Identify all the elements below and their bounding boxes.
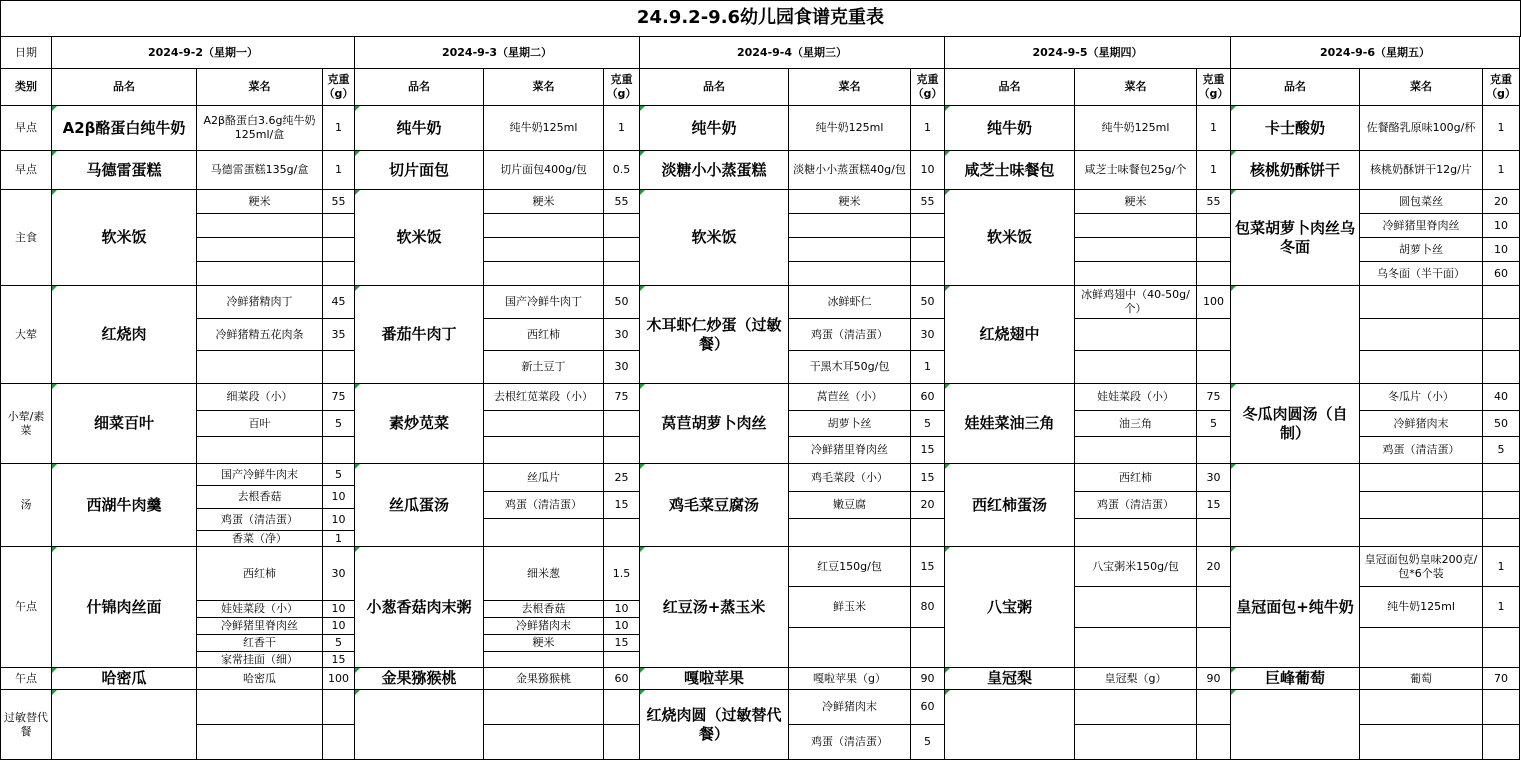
weight-cell: 10 <box>323 509 355 531</box>
weight-cell <box>1197 690 1231 725</box>
ingredient-cell <box>197 725 323 760</box>
ingredient-cell: 冷鲜猪肉末 <box>789 690 911 725</box>
weight-cell: 75 <box>323 384 355 411</box>
weight-cell <box>911 214 945 238</box>
weight-cell <box>1483 628 1520 668</box>
weight-cell: 1 <box>323 106 355 151</box>
weight-cell: 1 <box>323 531 355 547</box>
ingredient-cell: 切片面包400g/包 <box>484 151 604 190</box>
ingredient-cell: 粳米 <box>484 635 604 652</box>
day-date: 2024-9-4（星期三） <box>640 37 945 69</box>
weight-cell: 50 <box>911 286 945 319</box>
date-label: 日期 <box>0 37 52 69</box>
ingredient-cell: 去根香菇 <box>197 486 323 509</box>
dish-name <box>1231 286 1360 384</box>
ingredient-cell: 嫩豆腐 <box>789 492 911 519</box>
category-cell: 汤 <box>0 464 52 547</box>
ingredient-cell <box>789 262 911 286</box>
dish-name: 哈密瓜 <box>52 668 197 690</box>
ingredient-cell <box>1360 628 1483 668</box>
dish-name: 红豆汤+蒸玉米 <box>640 547 789 668</box>
weight-cell: 20 <box>1197 547 1231 587</box>
weight-cell: 45 <box>323 286 355 319</box>
category-cell: 午点 <box>0 668 52 690</box>
ingredient-cell <box>197 690 323 725</box>
dish-name: 软米饭 <box>640 190 789 286</box>
weight-cell: 5 <box>323 635 355 652</box>
weight-cell <box>323 238 355 262</box>
ingredient-cell <box>484 690 604 725</box>
ingredient-cell: 娃娃菜段（小） <box>197 601 323 618</box>
weight-cell: 55 <box>604 190 640 214</box>
ingredient-cell <box>197 238 323 262</box>
weight-cell: 80 <box>911 587 945 628</box>
dish-name: 细菜百叶 <box>52 384 197 464</box>
category-cell: 主食 <box>0 190 52 286</box>
dish-name: 红烧翅中 <box>945 286 1075 384</box>
weight-cell: 15 <box>604 635 640 652</box>
dish-name: 核桃奶酥饼干 <box>1231 151 1360 190</box>
ingredient-cell <box>1360 319 1483 351</box>
ingredient-cell <box>1075 519 1197 547</box>
ingredient-cell: 冰鲜虾仁 <box>789 286 911 319</box>
weight-cell <box>1483 286 1520 319</box>
ingredient-cell: 粳米 <box>1075 190 1197 214</box>
ingredient-cell <box>789 628 911 668</box>
ingredient-cell <box>484 238 604 262</box>
day-date: 2024-9-3（星期二） <box>355 37 640 69</box>
dish-name: 番茄牛肉丁 <box>355 286 484 384</box>
dish-name: 莴苣胡萝卜肉丝 <box>640 384 789 464</box>
weight-cell <box>604 652 640 668</box>
ingredient-cell <box>1360 492 1483 519</box>
weight-cell: 15 <box>911 437 945 464</box>
ingredient-cell <box>484 214 604 238</box>
dish-name: 木耳虾仁炒蛋（过敏餐） <box>640 286 789 384</box>
weight-cell <box>911 262 945 286</box>
weight-cell <box>323 262 355 286</box>
weight-cell <box>604 519 640 547</box>
category-cell: 过敏替代餐 <box>0 690 52 760</box>
ingredient-cell <box>197 351 323 384</box>
weight-cell: 1 <box>911 106 945 151</box>
ingredient-cell: 冰鲜鸡翅中（40-50g/个） <box>1075 286 1197 319</box>
dish-name: 娃娃菜油三角 <box>945 384 1075 464</box>
weight-cell: 40 <box>1483 384 1520 411</box>
weight-cell: 1 <box>1483 547 1520 587</box>
weight-cell: 10 <box>323 601 355 618</box>
category-cell: 早点 <box>0 151 52 190</box>
ingredient-cell: 圆包菜丝 <box>1360 190 1483 214</box>
weight-cell: 60 <box>1483 262 1520 286</box>
weight-cell: 1 <box>1197 151 1231 190</box>
day-date: 2024-9-6（星期五） <box>1231 37 1520 69</box>
weight-cell <box>323 351 355 384</box>
weight-cell: 20 <box>911 492 945 519</box>
weight-cell: 15 <box>911 547 945 587</box>
weight-cell <box>911 519 945 547</box>
ingredient-cell <box>1075 628 1197 668</box>
ingredient-cell: 香菜（净） <box>197 531 323 547</box>
ingredient-cell <box>1075 690 1197 725</box>
dish-name: 红烧肉 <box>52 286 197 384</box>
weight-cell: 1 <box>323 151 355 190</box>
ingredient-cell: 冷鲜猪里脊肉丝 <box>789 437 911 464</box>
dish-name: 咸芝士味餐包 <box>945 151 1075 190</box>
category-cell: 大荤 <box>0 286 52 384</box>
ingredient-cell: 红香干 <box>197 635 323 652</box>
dish-name: 冬瓜肉圆汤（自制） <box>1231 384 1360 464</box>
weight-cell: 35 <box>323 319 355 351</box>
weight-cell: 15 <box>1197 492 1231 519</box>
weight-cell: 30 <box>604 351 640 384</box>
weight-cell: 10 <box>911 151 945 190</box>
dish-name: 纯牛奶 <box>945 106 1075 151</box>
ingredient-cell: 冷鲜猪里脊肉丝 <box>1360 214 1483 238</box>
ingredient-cell <box>484 437 604 464</box>
ingredient-cell: 国产冷鲜牛肉丁 <box>484 286 604 319</box>
ingredient-cell: 鸡蛋（清洁蛋） <box>789 319 911 351</box>
ingredient-cell: 嘎啦苹果（g） <box>789 668 911 690</box>
ingredient-cell <box>484 725 604 760</box>
weight-cell: 10 <box>323 486 355 509</box>
ingredient-cell <box>789 238 911 262</box>
ingredient-cell: 家常挂面（细） <box>197 652 323 668</box>
weight-cell: 60 <box>911 384 945 411</box>
ingredient-cell <box>484 411 604 437</box>
ingredient-header: 菜名 <box>1360 69 1483 106</box>
weight-cell: 5 <box>1483 437 1520 464</box>
ingredient-cell: 红豆150g/包 <box>789 547 911 587</box>
ingredient-cell <box>1075 437 1197 464</box>
weight-cell: 1 <box>1197 106 1231 151</box>
dish-name: 卡士酸奶 <box>1231 106 1360 151</box>
dish-name <box>1231 690 1360 760</box>
ingredient-cell <box>484 262 604 286</box>
dish-header: 品名 <box>355 69 484 106</box>
weight-cell: 30 <box>604 319 640 351</box>
weight-cell <box>604 262 640 286</box>
ingredient-cell: 国产冷鲜牛肉末 <box>197 464 323 486</box>
weight-header: 克重（g） <box>604 69 640 106</box>
weight-cell: 1 <box>1483 587 1520 628</box>
ingredient-cell: 莴苣丝（小） <box>789 384 911 411</box>
ingredient-cell: 胡萝卜丝 <box>789 411 911 437</box>
ingredient-header: 菜名 <box>484 69 604 106</box>
ingredient-cell <box>1360 464 1483 492</box>
weight-cell: 10 <box>1483 214 1520 238</box>
ingredient-cell: 纯牛奶125ml <box>789 106 911 151</box>
ingredient-cell: 粳米 <box>197 190 323 214</box>
weight-cell: 10 <box>323 618 355 635</box>
weight-cell: 5 <box>911 725 945 760</box>
weight-cell <box>604 238 640 262</box>
ingredient-cell <box>197 214 323 238</box>
weight-cell <box>1483 492 1520 519</box>
ingredient-cell <box>1360 351 1483 384</box>
weight-cell: 15 <box>323 652 355 668</box>
weight-cell: 5 <box>323 411 355 437</box>
ingredient-cell: 西红柿 <box>1075 464 1197 492</box>
ingredient-cell <box>1360 690 1483 725</box>
ingredient-cell <box>1075 319 1197 351</box>
weight-cell: 5 <box>911 411 945 437</box>
dish-name <box>1231 464 1360 547</box>
ingredient-cell <box>197 437 323 464</box>
ingredient-cell: 冷鲜猪精肉丁 <box>197 286 323 319</box>
ingredient-cell <box>197 262 323 286</box>
ingredient-cell: 冷鲜猪肉末 <box>484 618 604 635</box>
weight-cell: 30 <box>911 319 945 351</box>
weight-cell <box>1197 351 1231 384</box>
weight-cell: 55 <box>323 190 355 214</box>
ingredient-cell: 哈密瓜 <box>197 668 323 690</box>
ingredient-cell: 咸芝士味餐包25g/个 <box>1075 151 1197 190</box>
weight-cell: 60 <box>911 690 945 725</box>
weight-cell: 1 <box>1483 151 1520 190</box>
dish-name: 纯牛奶 <box>355 106 484 151</box>
ingredient-cell: 皇冠面包奶皇味200克/包*6个装 <box>1360 547 1483 587</box>
ingredient-cell <box>1360 286 1483 319</box>
weight-cell <box>1483 690 1520 725</box>
ingredient-cell <box>1360 519 1483 547</box>
ingredient-cell: 新土豆丁 <box>484 351 604 384</box>
ingredient-cell: 鸡毛菜段（小） <box>789 464 911 492</box>
ingredient-cell: 细米葱 <box>484 547 604 601</box>
weight-cell <box>1197 628 1231 668</box>
weight-cell: 10 <box>1483 238 1520 262</box>
ingredient-cell: 鸡蛋（清洁蛋） <box>1360 437 1483 464</box>
weight-cell <box>604 725 640 760</box>
ingredient-cell <box>789 519 911 547</box>
ingredient-cell: 鸡蛋（清洁蛋） <box>484 492 604 519</box>
ingredient-cell: 马德雷蛋糕135g/盒 <box>197 151 323 190</box>
weight-cell: 1.5 <box>604 547 640 601</box>
weight-header: 克重（g） <box>323 69 355 106</box>
weight-cell: 1 <box>911 351 945 384</box>
ingredient-header: 菜名 <box>197 69 323 106</box>
dish-name: 皇冠梨 <box>945 668 1075 690</box>
weight-cell <box>1197 519 1231 547</box>
weight-cell: 1 <box>604 106 640 151</box>
weight-cell: 25 <box>604 464 640 492</box>
day-date: 2024-9-5（星期四） <box>945 37 1231 69</box>
ingredient-cell: 鲜玉米 <box>789 587 911 628</box>
ingredient-cell: 西红柿 <box>197 547 323 601</box>
weight-cell <box>1197 238 1231 262</box>
ingredient-cell <box>1075 725 1197 760</box>
ingredient-cell: 纯牛奶125ml <box>1360 587 1483 628</box>
dish-name <box>355 690 484 760</box>
dish-name: 素炒苋菜 <box>355 384 484 464</box>
weight-cell: 55 <box>1197 190 1231 214</box>
weight-cell: 60 <box>604 668 640 690</box>
weight-cell <box>1197 587 1231 628</box>
weight-header: 克重（g） <box>911 69 945 106</box>
dish-name: 切片面包 <box>355 151 484 190</box>
weight-cell: 90 <box>911 668 945 690</box>
dish-name: 嘎啦苹果 <box>640 668 789 690</box>
ingredient-cell: 核桃奶酥饼干12g/片 <box>1360 151 1483 190</box>
weight-cell <box>1483 725 1520 760</box>
ingredient-cell: 淡糖小小蒸蛋糕40g/包 <box>789 151 911 190</box>
ingredient-cell: 百叶 <box>197 411 323 437</box>
ingredient-cell: 冷鲜猪里脊肉丝 <box>197 618 323 635</box>
sheet-title: 24.9.2-9.6幼儿园食谱克重表 <box>0 0 1521 37</box>
dish-header: 品名 <box>52 69 197 106</box>
weight-cell <box>604 411 640 437</box>
dish-name: 软米饭 <box>52 190 197 286</box>
weight-cell: 15 <box>604 492 640 519</box>
weight-cell <box>911 628 945 668</box>
ingredient-cell: 鸡蛋（清洁蛋） <box>197 509 323 531</box>
ingredient-cell: 纯牛奶125ml <box>1075 106 1197 151</box>
ingredient-cell: 鸡蛋（清洁蛋） <box>1075 492 1197 519</box>
ingredient-header: 菜名 <box>1075 69 1197 106</box>
ingredient-cell <box>1075 351 1197 384</box>
weight-cell: 1 <box>1483 106 1520 151</box>
weight-cell <box>1197 214 1231 238</box>
ingredient-cell <box>484 519 604 547</box>
ingredient-cell: 粳米 <box>789 190 911 214</box>
weight-cell <box>604 214 640 238</box>
category-cell: 早点 <box>0 106 52 151</box>
ingredient-cell: 皇冠梨（g） <box>1075 668 1197 690</box>
ingredient-cell: 油三角 <box>1075 411 1197 437</box>
dish-header: 品名 <box>1231 69 1360 106</box>
ingredient-cell: 乌冬面（半干面） <box>1360 262 1483 286</box>
dish-name: 巨峰葡萄 <box>1231 668 1360 690</box>
weight-cell: 10 <box>604 601 640 618</box>
weight-cell: 50 <box>604 286 640 319</box>
weight-cell: 30 <box>1197 464 1231 492</box>
weight-cell: 30 <box>323 547 355 601</box>
ingredient-cell <box>484 652 604 668</box>
weight-cell: 10 <box>604 618 640 635</box>
weight-cell: 100 <box>323 668 355 690</box>
ingredient-cell: 冬瓜片（小） <box>1360 384 1483 411</box>
ingredient-cell: 鸡蛋（清洁蛋） <box>789 725 911 760</box>
ingredient-cell <box>1360 725 1483 760</box>
dish-name <box>52 690 197 760</box>
weight-cell: 15 <box>911 464 945 492</box>
day-date: 2024-9-2（星期一） <box>52 37 355 69</box>
weight-cell <box>1197 725 1231 760</box>
dish-name: A2β酪蛋白纯牛奶 <box>52 106 197 151</box>
ingredient-cell: 去根红苋菜段（小） <box>484 384 604 411</box>
weight-header: 克重（g） <box>1197 69 1231 106</box>
dish-name: 鸡毛菜豆腐汤 <box>640 464 789 547</box>
ingredient-cell <box>1075 238 1197 262</box>
ingredient-cell: 娃娃菜段（小） <box>1075 384 1197 411</box>
ingredient-cell: 冷鲜猪肉末 <box>1360 411 1483 437</box>
ingredient-cell: 葡萄 <box>1360 668 1483 690</box>
weight-cell: 75 <box>1197 384 1231 411</box>
weight-cell <box>323 690 355 725</box>
ingredient-cell: 金果猕猴桃 <box>484 668 604 690</box>
dish-name: 淡糖小小蒸蛋糕 <box>640 151 789 190</box>
ingredient-cell: 去根香菇 <box>484 601 604 618</box>
weight-cell: 55 <box>911 190 945 214</box>
ingredient-cell <box>789 214 911 238</box>
ingredient-cell: 冷鲜猪精五花肉条 <box>197 319 323 351</box>
weight-cell <box>323 437 355 464</box>
dish-name: 八宝粥 <box>945 547 1075 668</box>
weight-header: 克重（g） <box>1483 69 1520 106</box>
dish-name: 西湖牛肉羹 <box>52 464 197 547</box>
ingredient-header: 菜名 <box>789 69 911 106</box>
weight-cell: 100 <box>1197 286 1231 319</box>
dish-name: 马德雷蛋糕 <box>52 151 197 190</box>
ingredient-cell: 干黑木耳50g/包 <box>789 351 911 384</box>
dish-name: 丝瓜蛋汤 <box>355 464 484 547</box>
dish-name: 红烧肉圆（过敏替代餐） <box>640 690 789 760</box>
weight-cell: 75 <box>604 384 640 411</box>
ingredient-cell: A2β酪蛋白3.6g纯牛奶125ml/盒 <box>197 106 323 151</box>
category-cell: 午点 <box>0 547 52 668</box>
dish-name: 纯牛奶 <box>640 106 789 151</box>
dish-header: 品名 <box>640 69 789 106</box>
dish-name: 软米饭 <box>945 190 1075 286</box>
dish-name: 西红柿蛋汤 <box>945 464 1075 547</box>
ingredient-cell: 丝瓜片 <box>484 464 604 492</box>
weight-cell <box>604 690 640 725</box>
category-label: 类别 <box>0 69 52 106</box>
weight-cell: 5 <box>1197 411 1231 437</box>
ingredient-cell: 纯牛奶125ml <box>484 106 604 151</box>
ingredient-cell <box>1075 587 1197 628</box>
weight-cell: 70 <box>1483 668 1520 690</box>
category-cell: 小荤/素菜 <box>0 384 52 464</box>
dish-name: 软米饭 <box>355 190 484 286</box>
weight-cell <box>323 725 355 760</box>
weight-cell <box>323 214 355 238</box>
weight-cell: 0.5 <box>604 151 640 190</box>
dish-name: 包菜胡萝卜肉丝乌冬面 <box>1231 190 1360 286</box>
ingredient-cell: 西红柿 <box>484 319 604 351</box>
weight-cell <box>1483 351 1520 384</box>
dish-name: 皇冠面包+纯牛奶 <box>1231 547 1360 668</box>
dish-header: 品名 <box>945 69 1075 106</box>
weight-cell <box>911 238 945 262</box>
weight-cell: 5 <box>323 464 355 486</box>
ingredient-cell <box>1075 262 1197 286</box>
ingredient-cell: 粳米 <box>484 190 604 214</box>
weight-cell <box>604 437 640 464</box>
dish-name: 小葱香菇肉末粥 <box>355 547 484 668</box>
ingredient-cell: 细菜段（小） <box>197 384 323 411</box>
weight-cell <box>1197 319 1231 351</box>
weight-cell: 20 <box>1483 190 1520 214</box>
weight-cell <box>1483 519 1520 547</box>
dish-name: 什锦肉丝面 <box>52 547 197 668</box>
weight-cell <box>1483 464 1520 492</box>
ingredient-cell <box>1075 214 1197 238</box>
weight-cell: 50 <box>1483 411 1520 437</box>
weight-cell <box>1197 262 1231 286</box>
weight-cell <box>1197 437 1231 464</box>
ingredient-cell: 胡萝卜丝 <box>1360 238 1483 262</box>
ingredient-cell: 佐餐酪乳原味100g/杯 <box>1360 106 1483 151</box>
ingredient-cell: 八宝粥米150g/包 <box>1075 547 1197 587</box>
weight-cell: 90 <box>1197 668 1231 690</box>
weight-cell <box>1483 319 1520 351</box>
dish-name <box>945 690 1075 760</box>
dish-name: 金果猕猴桃 <box>355 668 484 690</box>
